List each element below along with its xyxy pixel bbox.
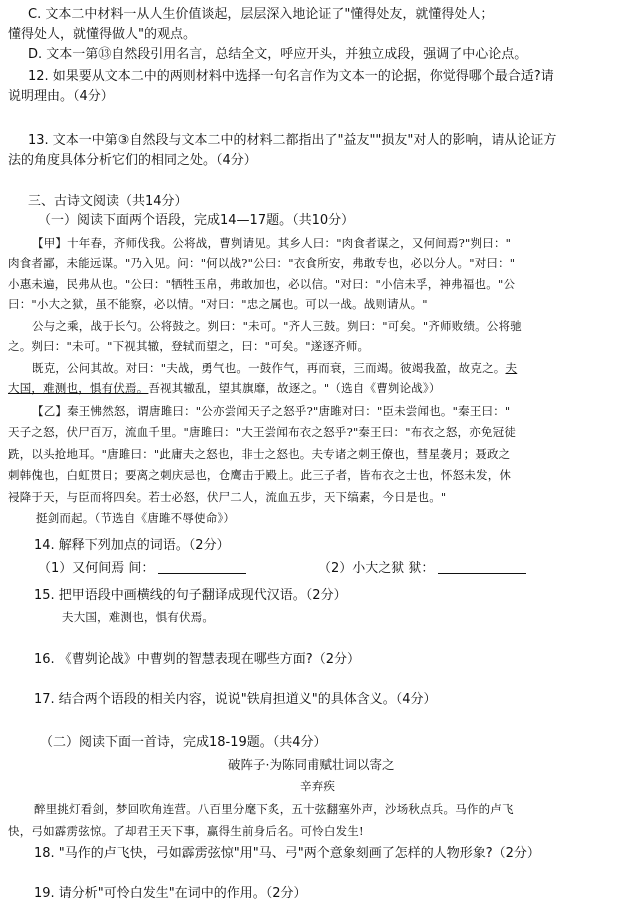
option-c-line-1: C. 文本二中材料一从人生价值谈起，层层深入地论证了"懂得处友，就懂得处人； xyxy=(28,7,494,22)
question-19: 19. 请分析"可怜白发生"在词中的作用。（2分） xyxy=(34,886,307,901)
passage-yi-line-6: 挺剑而起。（节选自《唐雎不辱使命》） xyxy=(36,511,236,525)
passage-jia-line-1: 【甲】十年春，齐师伐我。公将战，曹刿请见。其乡人曰："肉食者谋之，又何间焉?"刿曰：" xyxy=(32,236,512,250)
question-15-sentence: 夫大国，难测也，惧有伏焉。 xyxy=(62,610,215,624)
subsection-1-heading: （一）阅读下面两个语段，完成14—17题。（共10分） xyxy=(38,213,355,228)
question-13-line-1: 13. 文本一中第③自然段与文本二中的材料二都指出了"益友""损友"对人的影响，请从论证方 xyxy=(28,133,557,148)
question-14: 14. 解释下列加点的词语。（2分） xyxy=(34,538,230,553)
question-13-line-2: 法的角度具体分析它们的相同之处。（4分） xyxy=(8,153,257,168)
poem-author: 辛弃疾 xyxy=(300,779,336,793)
question-15: 15. 把甲语段中画横线的句子翻译成现代汉语。（2分） xyxy=(34,588,347,603)
poem-title: 破阵子·为陈同甫赋壮词以寄之 xyxy=(228,757,395,772)
passage-jia-line-7-text: 既克，公问其故。对曰："夫战，勇气也。一鼓作气，再而衰，三而竭。彼竭我盈，故克之。 xyxy=(32,361,506,375)
subsection-2-heading: （二）阅读下面一首诗，完成18-19题。（共4分） xyxy=(40,735,327,750)
passage-yi-line-3: 跣，以头抢地耳。"唐雎曰："此庸夫之怒也，非士之怒也。夫专诸之刺王僚也，彗星袭月；聂政之 xyxy=(8,447,511,461)
underlined-sentence: 大国，难测也，惧有伏焉。 xyxy=(8,381,149,395)
answer-blank-2[interactable] xyxy=(438,560,526,574)
poem-line-1: 醉里挑灯看剑，梦回吹角连营。八百里分麾下炙，五十弦翻塞外声，沙场秋点兵。马作的卢飞 xyxy=(34,802,514,816)
passage-jia-line-4: 曰："小大之狱，虽不能察，必以情。"对曰："忠之属也。可以一战。战则请从。" xyxy=(8,297,428,311)
section-3-heading: 三、古诗文阅读（共14分） xyxy=(28,194,188,209)
question-14-item-2-text: （2）小大之狱 狱： xyxy=(318,561,435,576)
question-17: 17. 结合两个语段的相关内容，说说"铁肩担道义"的具体含义。（4分） xyxy=(34,692,437,707)
passage-yi-line-1: 【乙】秦王怫然怒，谓唐雎曰："公亦尝闻天子之怒乎?"唐雎对曰："臣未尝闻也。"秦王曰：" xyxy=(32,404,511,418)
underlined-sentence-start: 夫 xyxy=(505,361,518,375)
question-14-item-2 xyxy=(318,560,526,578)
option-d: D. 文本一第⑬自然段引用名言，总结全文，呼应开头，并独立成段，强调了中心论点。 xyxy=(28,47,528,62)
passage-jia-line-7 xyxy=(32,360,517,377)
question-14-item-1 xyxy=(38,560,246,578)
option-c-line-2: 懂得处人，就懂得做人"的观点。 xyxy=(8,27,196,42)
question-16: 16. 《曹刿论战》中曹刿的智慧表现在哪些方面?（2分） xyxy=(34,652,360,667)
passage-jia-line-8-text: 吾视其辙乱，望其旗靡，故逐之。"（选自《曹刿论战》） xyxy=(148,381,441,395)
question-14-item-1-text: （1）又何间焉 间： xyxy=(38,561,155,576)
question-12-line-1: 12. 如果要从文本二中的两则材料中选择一句名言作为文本一的论据，你觉得哪个最合适?请 xyxy=(28,69,554,84)
question-18: 18. "马作的卢飞快，弓如霹雳弦惊"用"马、弓"两个意象刻画了怎样的人物形象?（2分） xyxy=(34,846,540,861)
question-12-line-2: 说明理由。（4分） xyxy=(8,89,114,104)
answer-blank-1[interactable] xyxy=(158,560,246,574)
passage-jia-line-6: 之。刿曰："未可。"下视其辙，登轼而望之，曰："可矣。"遂逐齐师。 xyxy=(8,339,370,353)
passage-jia-line-8 xyxy=(8,380,441,397)
passage-yi-line-2: 天子之怒，伏尸百万，流血千里。"唐雎曰："大王尝闻布衣之怒乎?"秦王曰："布衣之怒，亦免冠徒 xyxy=(8,425,517,439)
passage-yi-line-5: 祲降于天，与臣而将四矣。若士必怒，伏尸二人，流血五步，天下缟素，今日是也。" xyxy=(8,490,447,504)
passage-jia-line-2: 肉食者鄙，未能远谋。"乃入见。问："何以战?"公曰："衣食所安，弗敢专也，必以分人。"对曰：" xyxy=(8,256,516,270)
passage-jia-line-3: 小惠未遍，民弗从也。"公曰："牺牲玉帛，弗敢加也，必以信。"对曰："小信未孚，神弗福也。"公 xyxy=(8,277,516,291)
poem-line-2: 快，弓如霹雳弦惊。了却君王天下事，赢得生前身后名。可怜白发生! xyxy=(8,824,364,838)
passage-yi-line-4: 刺韩傀也，白虹贯日；要离之刺庆忌也，仓鹰击于殿上。此三子者，皆布衣之士也，怀怒未发，休 xyxy=(8,468,512,482)
passage-jia-line-5: 公与之乘，战于长勺。公将鼓之。刿曰："未可。"齐人三鼓。刿曰："可矣。"齐师败绩。公将驰 xyxy=(32,319,522,333)
